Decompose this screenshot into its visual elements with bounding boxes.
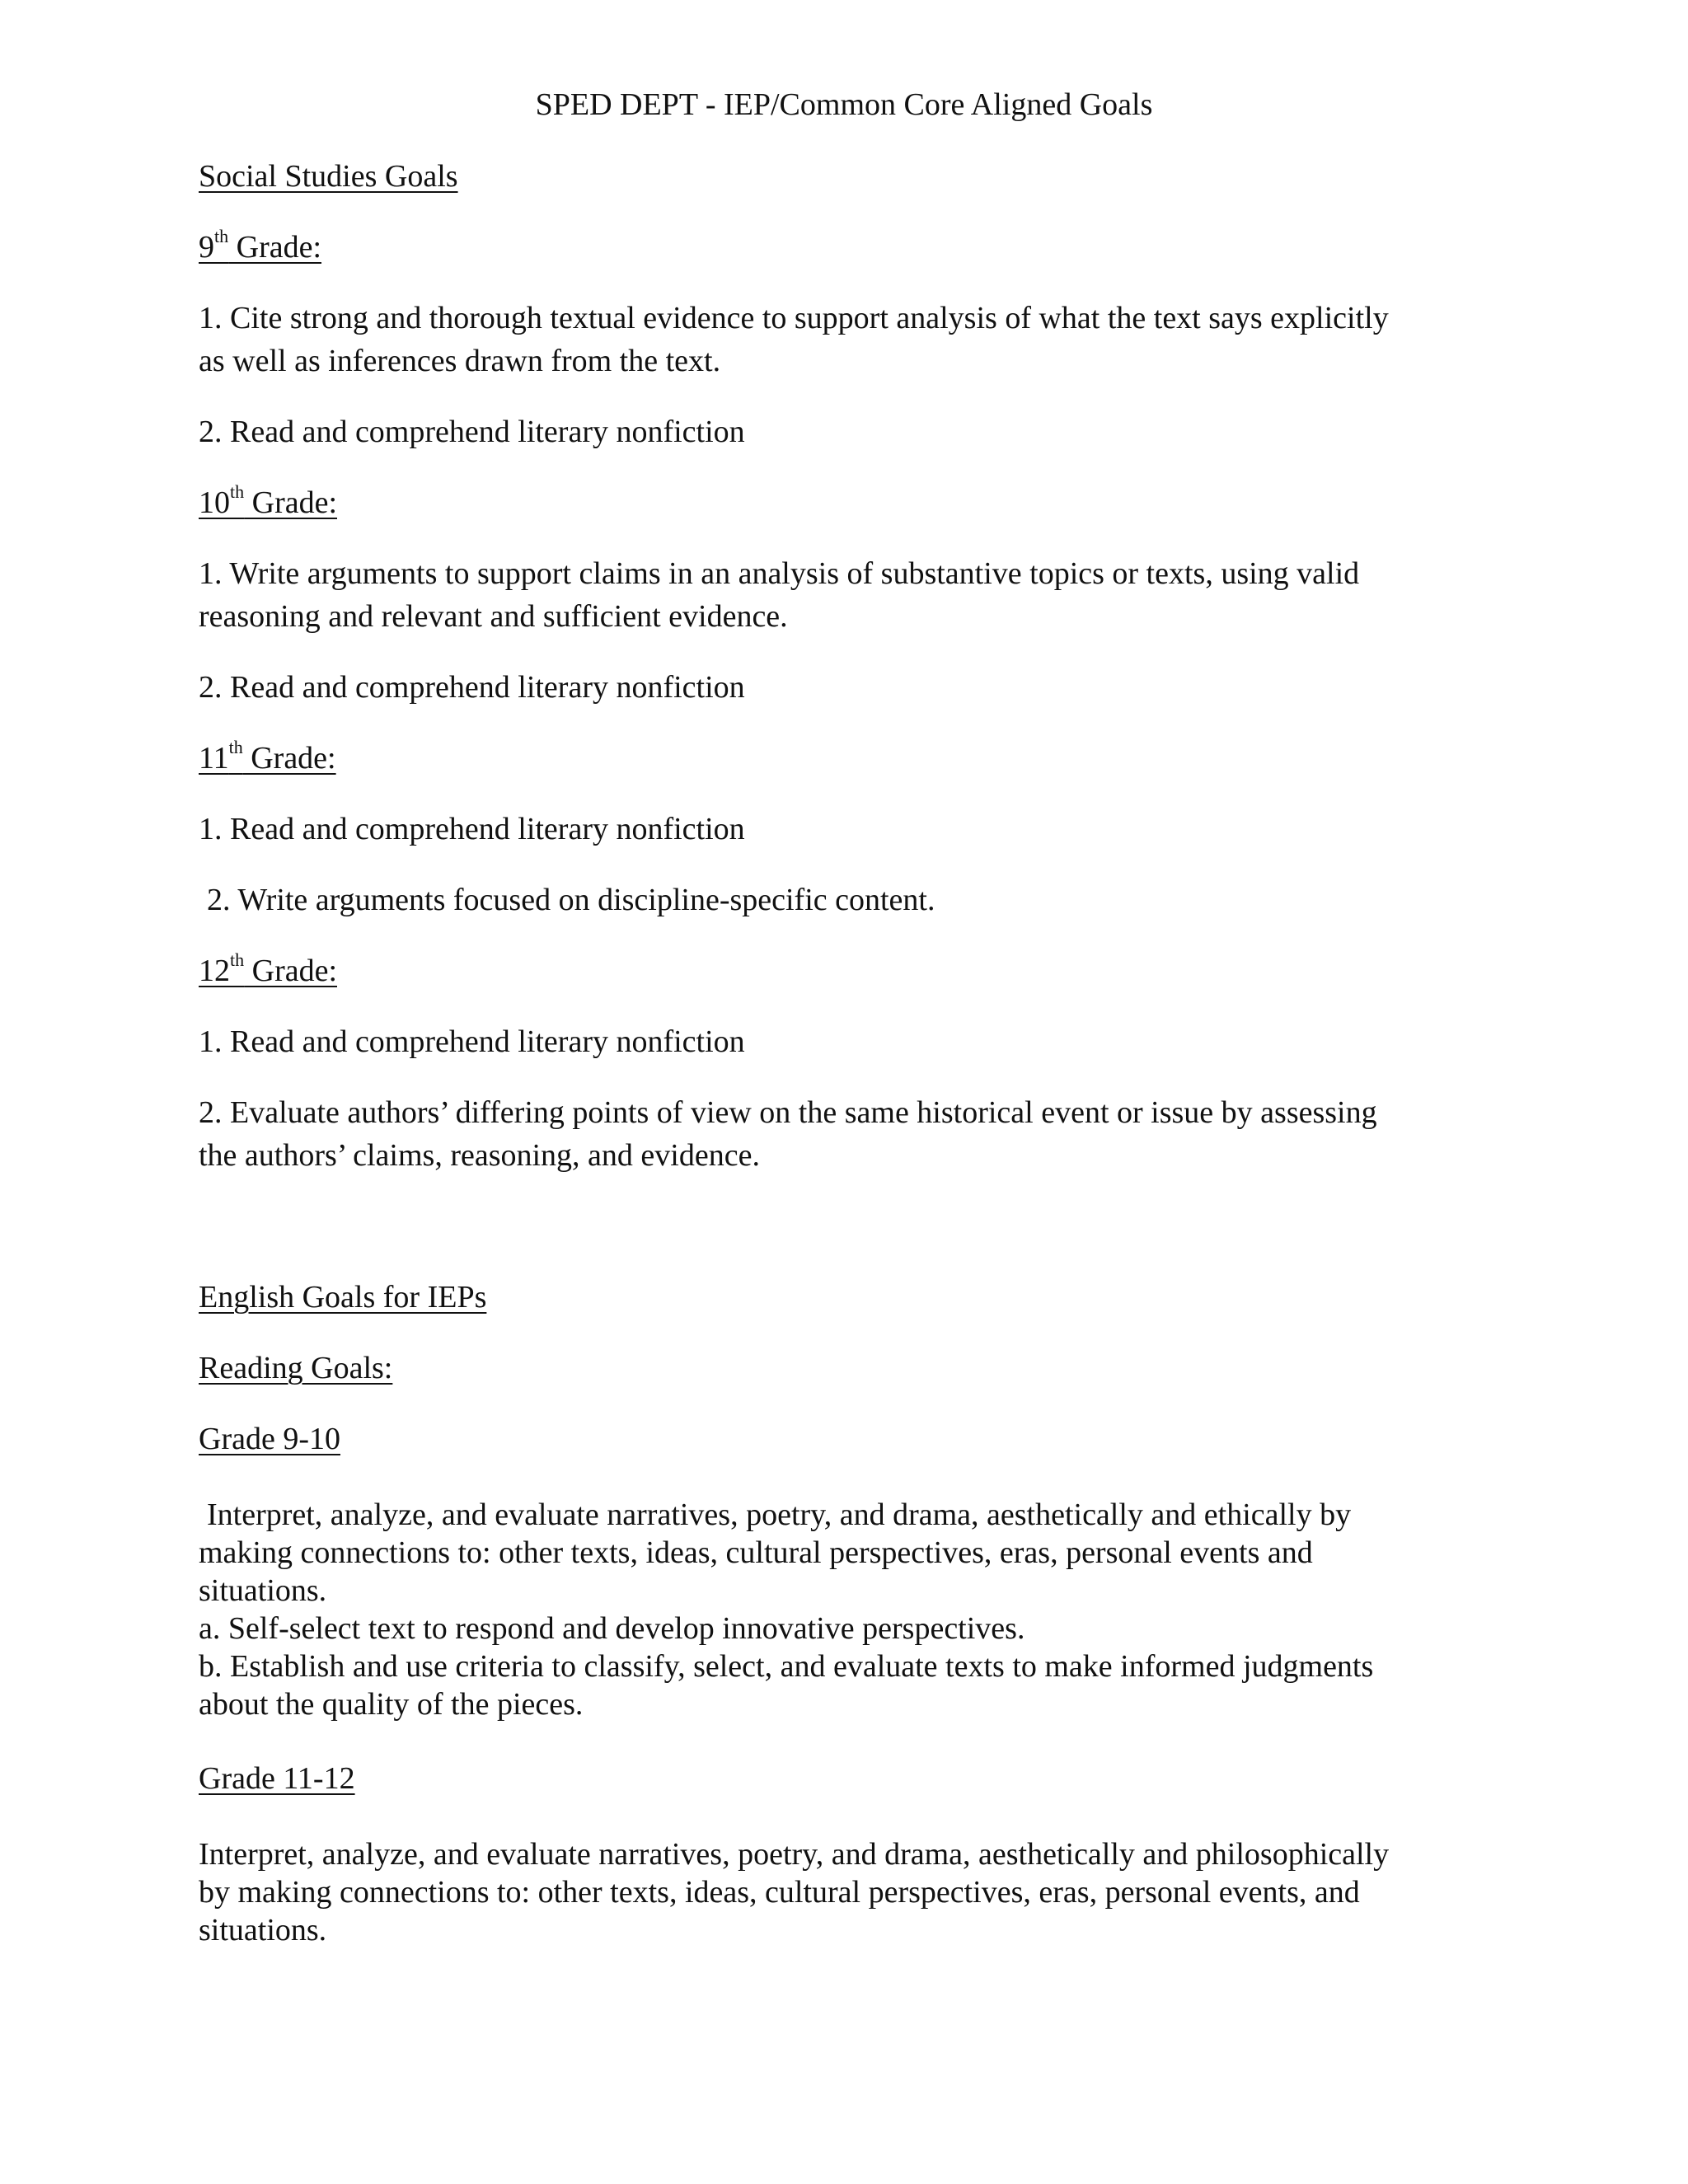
goal-line: situations.	[199, 1573, 327, 1608]
grade-label: Grade:	[242, 741, 336, 776]
grade-suffix: th	[230, 949, 245, 971]
goal-line: Interpret, analyze, and evaluate narratives, poetry, and drama, aesthetically and philosophically	[199, 1837, 1390, 1872]
goal-line: Interpret, analyze, and evaluate narratives, poetry, and drama, aesthetically and ethically by	[207, 1497, 1352, 1532]
grade-12-heading	[199, 949, 338, 988]
goal-line: 2. Read and comprehend literary nonfiction	[199, 415, 745, 449]
grade-label: Grade:	[244, 954, 338, 988]
grade-9-heading	[199, 226, 322, 265]
grade-11-heading	[199, 737, 336, 776]
goal-line: a. Self-select text to respond and develop innovative perspectives.	[199, 1611, 1025, 1646]
goal-line: about the quality of the pieces.	[199, 1687, 584, 1722]
grade-label: Grade:	[244, 485, 338, 520]
goal-line: 1. Cite strong and thorough textual evidence to support analysis of what the text says explicitly	[199, 301, 1389, 335]
goal-line: reasoning and relevant and sufficient evidence.	[199, 599, 788, 634]
goal-line: as well as inferences drawn from the text.	[199, 344, 721, 378]
goal-line: 1. Write arguments to support claims in an analysis of substantive topics or texts, using valid	[199, 556, 1360, 591]
grade-label: Grade:	[228, 230, 322, 265]
goal-line: making connections to: other texts, ideas, cultural perspectives, eras, personal events and	[199, 1535, 1313, 1570]
grade-number: 12	[199, 954, 230, 988]
goal-line: 2. Read and comprehend literary nonfiction	[199, 670, 745, 705]
grade-number: 10	[199, 485, 230, 520]
goal-line: the authors’ claims, reasoning, and evidence.	[199, 1138, 760, 1173]
grade-suffix: th	[214, 226, 229, 247]
grade-suffix: th	[228, 737, 243, 758]
goal-line: by making connections to: other texts, ideas, cultural perspectives, eras, personal events, and	[199, 1875, 1360, 1910]
goal-line: 2. Evaluate authors’ differing points of view on the same historical event or issue by assessing	[199, 1095, 1377, 1130]
goal-line: 1. Read and comprehend literary nonfiction	[199, 1024, 745, 1059]
goal-line: 2. Write arguments focused on discipline-specific content.	[207, 883, 935, 917]
grade-9-10-heading: Grade 9-10	[199, 1422, 340, 1456]
page-title: SPED DEPT - IEP/Common Core Aligned Goals	[535, 87, 1153, 122]
grade-number: 9	[199, 230, 214, 265]
goal-line: 1. Read and comprehend literary nonfiction	[199, 812, 745, 846]
grade-10-heading	[199, 481, 338, 520]
english-heading: English Goals for IEPs	[199, 1280, 487, 1315]
social-studies-heading: Social Studies Goals	[199, 159, 458, 194]
grade-suffix: th	[230, 481, 245, 503]
grade-number: 11	[199, 741, 229, 776]
goal-line: b. Establish and use criteria to classify, select, and evaluate texts to make informed judgments	[199, 1649, 1374, 1684]
goal-line: situations.	[199, 1913, 327, 1947]
grade-11-12-heading: Grade 11-12	[199, 1761, 355, 1796]
reading-goals-heading: Reading Goals:	[199, 1351, 393, 1385]
